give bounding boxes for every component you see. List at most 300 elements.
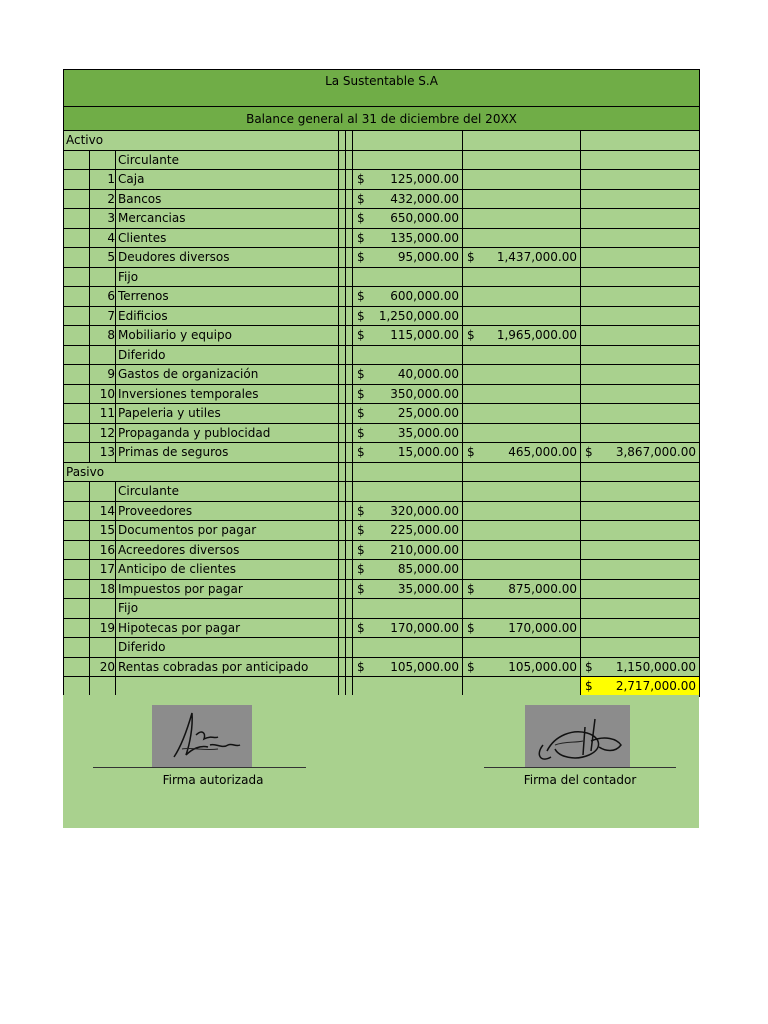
- empty-cell: [463, 540, 581, 560]
- separator-cell: [339, 501, 346, 521]
- group-subtotal-value: 465,000.00: [508, 445, 577, 460]
- empty-cell: [581, 228, 700, 248]
- empty-cell: [581, 150, 700, 170]
- empty-cell: [581, 248, 700, 268]
- account-number: 20: [90, 657, 116, 677]
- account-amount-value: 210,000.00: [390, 542, 459, 557]
- empty-cell: [64, 404, 90, 424]
- separator-cell: [346, 326, 353, 346]
- account-amount: [353, 560, 463, 580]
- separator-cell: [346, 131, 353, 151]
- table-row: [64, 228, 700, 248]
- table-row: [64, 579, 700, 599]
- currency-symbol: $: [467, 250, 475, 264]
- empty-cell: [581, 170, 700, 190]
- currency-symbol: $: [357, 386, 365, 401]
- empty-cell: [463, 228, 581, 248]
- separator-cell: [339, 482, 346, 502]
- account-name: Primas de seguros: [116, 443, 339, 463]
- account-number: 19: [90, 618, 116, 638]
- currency-symbol: $: [357, 523, 365, 537]
- currency-symbol: $: [357, 328, 365, 342]
- separator-cell: [339, 599, 346, 619]
- empty-cell: [353, 638, 463, 658]
- account-number: 9: [90, 365, 116, 385]
- account-amount: [353, 657, 463, 677]
- empty-cell: [463, 638, 581, 658]
- authorized-signature-label: Firma autorizada: [162, 773, 264, 787]
- account-amount: [353, 365, 463, 385]
- empty-cell: [64, 599, 90, 619]
- empty-cell: [64, 540, 90, 560]
- empty-cell: [463, 482, 581, 502]
- separator-cell: [346, 365, 353, 385]
- separator-cell: [339, 560, 346, 580]
- separator-cell: [346, 462, 353, 482]
- empty-cell: [64, 560, 90, 580]
- table-row: [64, 326, 700, 346]
- currency-symbol: $: [467, 328, 475, 342]
- empty-cell: [463, 560, 581, 580]
- empty-cell: [64, 579, 90, 599]
- account-amount: [353, 579, 463, 599]
- empty-cell: [90, 599, 116, 619]
- group-subtotal: [463, 579, 581, 599]
- currency-symbol: $: [585, 445, 593, 459]
- separator-cell: [346, 384, 353, 404]
- empty-cell: [64, 306, 90, 326]
- separator-cell: [339, 521, 346, 541]
- account-number: 7: [90, 306, 116, 326]
- empty-cell: [64, 267, 90, 287]
- table-row: [64, 501, 700, 521]
- empty-cell: [581, 209, 700, 229]
- table-row: [64, 677, 700, 697]
- separator-cell: [346, 306, 353, 326]
- separator-cell: [346, 170, 353, 190]
- currency-symbol: $: [357, 562, 365, 576]
- currency-symbol: $: [357, 620, 365, 635]
- separator-cell: [346, 228, 353, 248]
- account-amount: [353, 189, 463, 209]
- account-name: Clientes: [116, 228, 339, 248]
- empty-cell: [64, 423, 90, 443]
- account-amount: [353, 306, 463, 326]
- account-number: 14: [90, 501, 116, 521]
- signature-area: [63, 695, 699, 828]
- separator-cell: [346, 560, 353, 580]
- group-label-fijo: Fijo: [116, 267, 339, 287]
- account-amount-value: 25,000.00: [397, 406, 459, 421]
- table-row: [64, 365, 700, 385]
- empty-cell: [581, 345, 700, 365]
- empty-cell: [463, 677, 581, 697]
- empty-cell: [581, 287, 700, 307]
- account-amount-value: 320,000.00: [390, 503, 459, 518]
- account-amount: [353, 423, 463, 443]
- account-name: Edificios: [116, 306, 339, 326]
- activo-total-value: 3,867,000.00: [615, 445, 696, 460]
- account-amount-value: 135,000.00: [390, 230, 459, 245]
- account-amount-value: 115,000.00: [390, 328, 459, 343]
- company-title: La Sustentable S.A: [64, 70, 700, 107]
- table-row: [64, 540, 700, 560]
- currency-symbol: $: [357, 367, 365, 381]
- separator-cell: [346, 345, 353, 365]
- empty-cell: [463, 170, 581, 190]
- separator-cell: [346, 579, 353, 599]
- currency-symbol: $: [357, 503, 365, 518]
- empty-cell: [90, 482, 116, 502]
- authorized-signature-line: [93, 767, 306, 768]
- separator-cell: [339, 443, 346, 463]
- group-subtotal-value: 875,000.00: [508, 581, 577, 596]
- empty-cell: [581, 384, 700, 404]
- activo-heading: Activo: [64, 131, 339, 151]
- table-row: [64, 599, 700, 619]
- table-row: [64, 462, 700, 482]
- account-number: 17: [90, 560, 116, 580]
- account-number: 2: [90, 189, 116, 209]
- separator-cell: [346, 404, 353, 424]
- empty-cell: [463, 501, 581, 521]
- separator-cell: [339, 131, 346, 151]
- group-subtotal: [463, 326, 581, 346]
- empty-cell: [64, 228, 90, 248]
- currency-symbol: $: [357, 581, 365, 596]
- currency-symbol: $: [467, 445, 475, 459]
- grand-total-value: 2,717,000.00: [615, 679, 696, 694]
- separator-cell: [339, 287, 346, 307]
- account-number: 15: [90, 521, 116, 541]
- table-row: [64, 521, 700, 541]
- currency-symbol: $: [357, 250, 365, 264]
- accountant-signature-line: [484, 767, 676, 768]
- table-row: [64, 443, 700, 463]
- currency-symbol: $: [357, 659, 365, 674]
- account-name: Inversiones temporales: [116, 384, 339, 404]
- separator-cell: [346, 287, 353, 307]
- empty-cell: [64, 384, 90, 404]
- account-number: 10: [90, 384, 116, 404]
- empty-cell: [463, 365, 581, 385]
- empty-cell: [463, 150, 581, 170]
- separator-cell: [339, 384, 346, 404]
- account-name: Anticipo de clientes: [116, 560, 339, 580]
- empty-cell: [463, 423, 581, 443]
- separator-cell: [339, 579, 346, 599]
- account-amount-value: 600,000.00: [390, 289, 459, 304]
- grand-total: [581, 677, 700, 697]
- separator-cell: [339, 345, 346, 365]
- currency-symbol: $: [357, 211, 365, 225]
- empty-cell: [463, 267, 581, 287]
- report-subtitle: Balance general al 31 de diciembre del 20XX: [64, 107, 700, 131]
- account-amount: [353, 384, 463, 404]
- separator-cell: [339, 150, 346, 170]
- empty-cell: [581, 540, 700, 560]
- account-name: Terrenos: [116, 287, 339, 307]
- separator-cell: [346, 423, 353, 443]
- currency-symbol: $: [357, 406, 365, 420]
- empty-cell: [90, 150, 116, 170]
- group-subtotal: [463, 248, 581, 268]
- separator-cell: [339, 657, 346, 677]
- account-amount-value: 350,000.00: [390, 386, 459, 401]
- table-row: [64, 209, 700, 229]
- separator-cell: [346, 501, 353, 521]
- separator-cell: [346, 521, 353, 541]
- currency-symbol: $: [585, 679, 593, 693]
- account-amount: [353, 443, 463, 463]
- account-number: 1: [90, 170, 116, 190]
- empty-cell: [64, 209, 90, 229]
- account-number: 16: [90, 540, 116, 560]
- empty-cell: [463, 521, 581, 541]
- separator-cell: [346, 189, 353, 209]
- empty-cell: [64, 170, 90, 190]
- account-amount: [353, 248, 463, 268]
- separator-cell: [346, 443, 353, 463]
- account-number: 11: [90, 404, 116, 424]
- group-label-fijo: Fijo: [116, 599, 339, 619]
- table-row: [64, 287, 700, 307]
- separator-cell: [346, 657, 353, 677]
- table-row: [64, 384, 700, 404]
- empty-cell: [64, 326, 90, 346]
- separator-cell: [339, 228, 346, 248]
- group-label-circulante: Circulante: [116, 150, 339, 170]
- separator-cell: [339, 540, 346, 560]
- account-amount: [353, 287, 463, 307]
- account-amount-value: 170,000.00: [390, 620, 459, 635]
- balance-sheet-table: [63, 69, 700, 697]
- group-label-diferido: Diferido: [116, 638, 339, 658]
- currency-symbol: $: [467, 659, 475, 674]
- empty-cell: [64, 345, 90, 365]
- currency-symbol: $: [357, 308, 365, 323]
- separator-cell: [339, 365, 346, 385]
- currency-symbol: $: [357, 230, 365, 245]
- empty-cell: [463, 131, 581, 151]
- empty-cell: [581, 189, 700, 209]
- separator-cell: [346, 267, 353, 287]
- account-amount-value: 432,000.00: [390, 191, 459, 206]
- account-number: 4: [90, 228, 116, 248]
- account-amount-value: 95,000.00: [397, 250, 459, 265]
- empty-cell: [463, 599, 581, 619]
- empty-cell: [581, 599, 700, 619]
- table-row: [64, 423, 700, 443]
- separator-cell: [339, 404, 346, 424]
- empty-cell: [463, 287, 581, 307]
- account-name: Gastos de organización: [116, 365, 339, 385]
- currency-symbol: $: [467, 620, 475, 635]
- empty-cell: [353, 131, 463, 151]
- empty-cell: [64, 638, 90, 658]
- group-subtotal-value: 105,000.00: [508, 659, 577, 674]
- account-amount: [353, 521, 463, 541]
- empty-cell: [581, 423, 700, 443]
- account-amount-value: 35,000.00: [397, 581, 459, 596]
- currency-symbol: $: [357, 542, 365, 557]
- account-amount-value: 650,000.00: [390, 211, 459, 226]
- table-row: [64, 248, 700, 268]
- empty-cell: [353, 150, 463, 170]
- empty-cell: [90, 638, 116, 658]
- currency-symbol: $: [357, 289, 365, 303]
- empty-cell: [64, 365, 90, 385]
- group-subtotal: [463, 657, 581, 677]
- empty-cell: [353, 677, 463, 697]
- account-name: Impuestos por pagar: [116, 579, 339, 599]
- account-amount: [353, 170, 463, 190]
- empty-cell: [463, 345, 581, 365]
- account-amount-value: 40,000.00: [397, 367, 459, 382]
- empty-cell: [581, 267, 700, 287]
- account-name: Proveedores: [116, 501, 339, 521]
- empty-cell: [64, 482, 90, 502]
- group-label-diferido: Diferido: [116, 345, 339, 365]
- empty-cell: [463, 189, 581, 209]
- empty-cell: [581, 521, 700, 541]
- empty-cell: [64, 521, 90, 541]
- separator-cell: [339, 326, 346, 346]
- empty-cell: [353, 599, 463, 619]
- account-name: Deudores diversos: [116, 248, 339, 268]
- separator-cell: [339, 248, 346, 268]
- table-row: [64, 638, 700, 658]
- separator-cell: [346, 599, 353, 619]
- pasivo-total: [581, 657, 700, 677]
- empty-cell: [64, 248, 90, 268]
- separator-cell: [339, 170, 346, 190]
- accountant-signature-image: [525, 705, 630, 767]
- account-name: Mobiliario y equipo: [116, 326, 339, 346]
- account-amount: [353, 209, 463, 229]
- group-subtotal: [463, 443, 581, 463]
- group-label-circulante: Circulante: [116, 482, 339, 502]
- account-name: Acreedores diversos: [116, 540, 339, 560]
- empty-cell: [90, 345, 116, 365]
- empty-cell: [353, 482, 463, 502]
- table-row: [64, 560, 700, 580]
- account-number: 8: [90, 326, 116, 346]
- empty-cell: [581, 618, 700, 638]
- empty-cell: [581, 501, 700, 521]
- account-name: Papeleria y utiles: [116, 404, 339, 424]
- empty-cell: [353, 345, 463, 365]
- account-name: Documentos por pagar: [116, 521, 339, 541]
- separator-cell: [346, 540, 353, 560]
- empty-cell: [463, 384, 581, 404]
- account-amount: [353, 618, 463, 638]
- empty-cell: [463, 306, 581, 326]
- empty-cell: [64, 443, 90, 463]
- currency-symbol: $: [585, 659, 593, 674]
- account-number: 12: [90, 423, 116, 443]
- table-row: [64, 345, 700, 365]
- empty-cell: [64, 150, 90, 170]
- account-amount: [353, 540, 463, 560]
- empty-cell: [116, 677, 339, 697]
- account-amount-value: 1,250,000.00: [378, 308, 459, 323]
- account-number: 13: [90, 443, 116, 463]
- activo-total: [581, 443, 700, 463]
- separator-cell: [339, 209, 346, 229]
- empty-cell: [463, 462, 581, 482]
- empty-cell: [64, 189, 90, 209]
- empty-cell: [64, 501, 90, 521]
- separator-cell: [339, 267, 346, 287]
- table-row: [64, 189, 700, 209]
- table-row: [64, 482, 700, 502]
- account-number: 18: [90, 579, 116, 599]
- pasivo-total-value: 1,150,000.00: [615, 659, 696, 674]
- group-subtotal: [463, 618, 581, 638]
- separator-cell: [346, 638, 353, 658]
- currency-symbol: $: [357, 425, 365, 440]
- account-amount-value: 35,000.00: [397, 425, 459, 440]
- currency-symbol: $: [357, 191, 365, 206]
- account-amount-value: 105,000.00: [390, 659, 459, 674]
- empty-cell: [581, 326, 700, 346]
- table-row: [64, 267, 700, 287]
- empty-cell: [463, 404, 581, 424]
- separator-cell: [339, 423, 346, 443]
- table-row: [64, 150, 700, 170]
- account-name: Rentas cobradas por anticipado: [116, 657, 339, 677]
- account-amount-value: 85,000.00: [397, 562, 459, 577]
- separator-cell: [339, 638, 346, 658]
- separator-cell: [346, 150, 353, 170]
- group-subtotal-value: 1,437,000.00: [496, 250, 577, 265]
- pasivo-heading: Pasivo: [64, 462, 339, 482]
- empty-cell: [581, 579, 700, 599]
- empty-cell: [64, 677, 90, 697]
- group-subtotal-value: 170,000.00: [508, 620, 577, 635]
- account-number: 5: [90, 248, 116, 268]
- table-row: [64, 306, 700, 326]
- authorized-signature-image: [152, 705, 252, 767]
- table-row: [64, 404, 700, 424]
- empty-cell: [90, 677, 116, 697]
- table-row: [64, 618, 700, 638]
- separator-cell: [346, 618, 353, 638]
- account-amount: [353, 228, 463, 248]
- empty-cell: [581, 560, 700, 580]
- separator-cell: [346, 677, 353, 697]
- empty-cell: [581, 638, 700, 658]
- account-number: 3: [90, 209, 116, 229]
- empty-cell: [64, 287, 90, 307]
- account-amount: [353, 501, 463, 521]
- account-name: Caja: [116, 170, 339, 190]
- separator-cell: [339, 618, 346, 638]
- empty-cell: [64, 618, 90, 638]
- empty-cell: [90, 267, 116, 287]
- empty-cell: [463, 209, 581, 229]
- table-row: [64, 657, 700, 677]
- group-subtotal-value: 1,965,000.00: [496, 328, 577, 343]
- account-name: Bancos: [116, 189, 339, 209]
- separator-cell: [339, 306, 346, 326]
- empty-cell: [581, 131, 700, 151]
- empty-cell: [581, 306, 700, 326]
- empty-cell: [581, 482, 700, 502]
- empty-cell: [353, 462, 463, 482]
- empty-cell: [581, 462, 700, 482]
